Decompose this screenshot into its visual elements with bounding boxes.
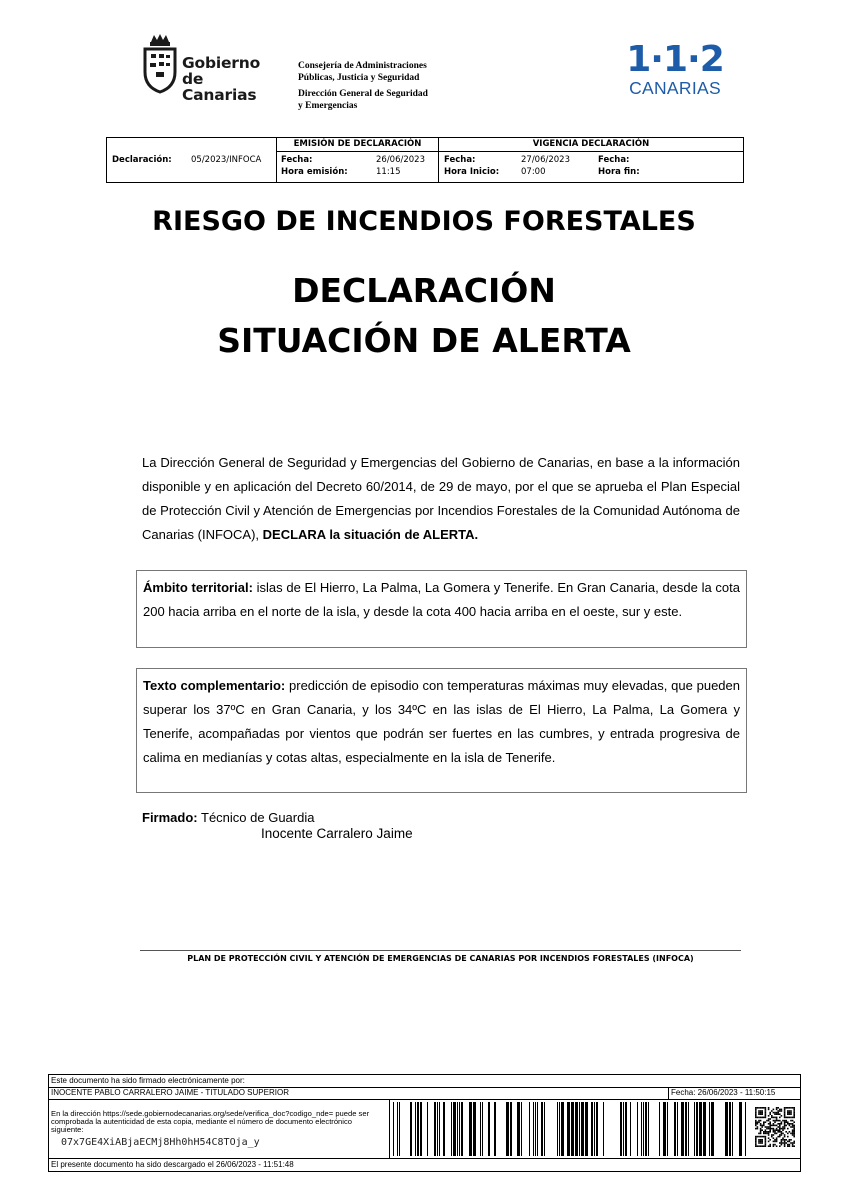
emision-header: EMISIÓN DE DECLARACIÓN	[293, 139, 422, 149]
gobierno-line2: de Canarias	[182, 70, 257, 104]
dept-line3: Dirección General de Seguridad	[298, 89, 428, 99]
complementario-text: predicción de episodio con temperaturas máximas muy elevadas, que pueden superar los 37ºC en Gran Canaria, y los 34ºC en las islas de El Hierro, La Palma, La Gomera y Tenerife, acompañadas por vientos que podrán ser fuertes en las cumbres, y entrada progresiva de calima en medianías y cotas altas, especialmente en la isla de Tenerife.	[143, 678, 740, 765]
signature-date: Fecha: 26/06/2023 - 11:50:15	[668, 1088, 799, 1099]
complementario-box	[136, 668, 747, 793]
declaracion-value: 05/2023/INFOCA	[191, 155, 262, 165]
ambito-box	[136, 570, 747, 648]
emision-hora-label: Hora emisión:	[281, 167, 348, 177]
intro-paragraph	[142, 451, 740, 547]
inicio-hora-value: 07:00	[521, 167, 546, 177]
department-block	[298, 60, 428, 112]
ambito-text: islas de El Hierro, La Palma, La Gomera y Tenerife. En Gran Canaria, desde la cota 200 hacia arriba en el norte de la isla, y desde la cota 400 hacia arriba en el oeste, sur y este.	[143, 580, 740, 619]
logo-112-text: CANARIAS	[629, 78, 721, 98]
dept-line2: Públicas, Justicia y Seguridad	[298, 73, 420, 83]
gobierno-line1: Gobierno	[182, 54, 261, 72]
firmado-label: Firmado:	[142, 810, 198, 825]
dept-line4: y Emergencias	[298, 101, 358, 111]
signer-info: INOCENTE PABLO CARRALERO JAIME - TITULADO SUPERIOR	[51, 1088, 289, 1097]
intro-text: La Dirección General de Seguridad y Emergencias del Gobierno de Canarias, en base a la información disponible y en aplicación del Decreto 60/2014, de 29 de mayo, por el que se aprueba el Plan Especial de Protección Civil y Atención de Emergencias por Incendios Forestales de la Comunidad Autónoma de Canarias (INFOCA),	[142, 455, 740, 542]
electronic-signature-block	[48, 1074, 801, 1172]
intro-bold: DECLARA la situación de ALERTA.	[262, 527, 479, 542]
qr-code-icon	[755, 1107, 795, 1147]
crest-icon	[142, 32, 178, 94]
complementario-label: Texto complementario:	[143, 678, 286, 693]
inicio-hora-label: Hora Inicio:	[444, 167, 500, 177]
fin-hora-label: Hora fin:	[598, 167, 640, 177]
document-code: 07x7GE4XiABjaECMj8Hh0hH54C8TOja_y	[61, 1137, 260, 1148]
declaration-table	[106, 137, 744, 183]
logo-112-number: 1·1·2	[626, 39, 724, 80]
title-line1: DECLARACIÓN	[292, 271, 556, 310]
fin-fecha-label: Fecha:	[598, 155, 630, 165]
footer-divider	[140, 950, 741, 951]
firmado-role: Técnico de Guardia	[197, 810, 315, 825]
gobierno-canarias-logo	[142, 32, 282, 104]
logo-112-canarias	[620, 40, 730, 106]
dept-line1: Consejería de Administraciones	[298, 61, 427, 71]
signed-by-label: Este documento ha sido firmado electrónicamente por:	[51, 1076, 245, 1085]
signed-by	[142, 809, 314, 826]
emision-fecha-label: Fecha:	[281, 155, 313, 165]
vigencia-header: VIGENCIA DECLARACIÓN	[532, 139, 650, 149]
signer-name: Inocente Carralero Jaime	[261, 826, 413, 841]
inicio-fecha-label: Fecha:	[444, 155, 476, 165]
barcode-icon	[393, 1102, 749, 1156]
footer-plan: PLAN DE PROTECCIÓN CIVIL Y ATENCIÓN DE EMERGENCIAS DE CANARIAS POR INCENDIOS FORESTALES (INFOCA)	[187, 954, 694, 963]
emision-hora-value: 11:15	[376, 167, 401, 177]
title-line2: SITUACIÓN DE ALERTA	[217, 321, 631, 360]
emision-fecha-value: 26/06/2023	[376, 155, 425, 165]
download-info: El presente documento ha sido descargado el 26/06/2023 - 11:51:48	[51, 1160, 294, 1169]
risk-title: RIESGO DE INCENDIOS FORESTALES	[152, 206, 696, 237]
ambito-label: Ámbito territorial:	[143, 580, 253, 595]
declaracion-label: Declaración:	[112, 155, 172, 165]
verify-text: En la dirección https://sede.gobiernodecanarias.org/sede/verifica_doc?codigo_nde= puede ser comprobada la autenticidad de esta copia, mediante el número de documento electrónico siguiente:	[51, 1109, 370, 1134]
inicio-fecha-value: 27/06/2023	[521, 155, 570, 165]
declaration-title	[0, 266, 848, 366]
